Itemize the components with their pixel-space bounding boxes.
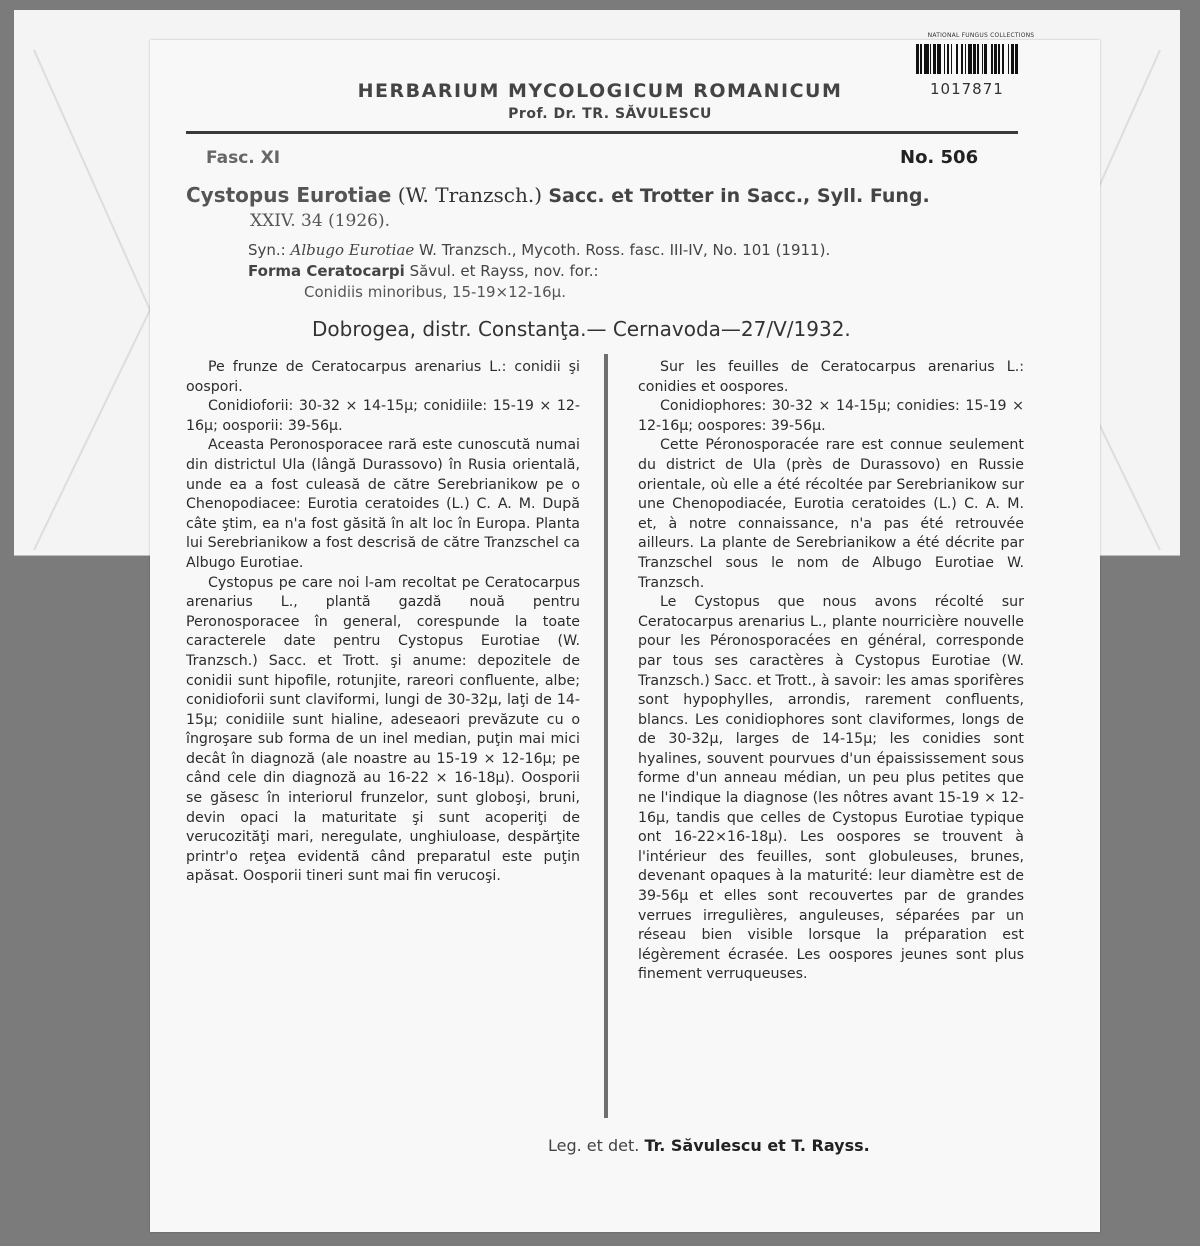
specimen-number: No. 506 xyxy=(900,147,979,168)
barcode-number: 1017871 xyxy=(930,80,1004,98)
fascicle-label: Fasc. XI xyxy=(206,148,281,168)
barcode-sticker xyxy=(910,32,1052,104)
collector-line xyxy=(548,1136,1028,1155)
collection-locality: Dobrogea, distr. Constanţa.— Cernavoda—27/V/1932. xyxy=(312,317,851,341)
species-name: Cystopus Eurotiae xyxy=(186,183,392,207)
collector-names: Tr. Săvulescu et T. Rayss. xyxy=(644,1136,870,1155)
collector-prefix: Leg. et det. xyxy=(548,1136,640,1155)
forma-authority: Săvul. et Rayss, nov. for.: xyxy=(409,262,599,280)
header-rule xyxy=(186,131,1018,134)
paragraph: Cystopus pe care noi l-am recoltat pe Ceratocarpus arenarius L., plantă gazdă nouă pentru Peronosporacee în general, corespunde la toate caracterele date pentru Cystopus Eurotiae (W. Tranzsch.) Sacc. et Trott. şi anume: depozitele de conidii sunt hipofile, rotunjite, rareori confluente, albe; conidioforii sunt claviformi, lungi de 30-32μ, laţi de 14-15μ; conidiile sunt hialine, adeseaori prevăzute cu o îngroşare sub forma de un inel median, puţin mai mici decât în diagnoză (ale noastre au 15-19 × 12-16μ; pe când cele din diagnoză au 16-22 × 16-18μ). Oosporii se găsesc în interiorul frunzelor, sunt globoşi, bruni, devin opaci la maturitate şi sunt acoperiţi de verucozităţi mari, neregulate, unghiuloase, despărţite printr'o reţea evidentă când preparatul este puţin apăsat. Oosporii tineri sunt mai fin verucoşi. xyxy=(186,574,580,885)
forma-name: Forma Ceratocarpi xyxy=(248,262,405,280)
species-authority: (W. Tranzsch.) xyxy=(397,183,543,207)
barcode-caption: NATIONAL FUNGUS COLLECTIONS xyxy=(927,32,1035,39)
paragraph: Cette Péronosporacée rare est connue seulement du district de Ula (près de Durassovo) en Russie orientale, où elle a été récoltée par Serebrianikow sur une Chenopodiacée, Eurotia ceratoides (L.) C. A. M. et, à notre connaissance, n'a pas été retrouvée ailleurs. La plante de Serebrianikow a été décrite par Tranzschel sous le nom de Albugo Eurotiae W. Tranzsch. xyxy=(638,437,1024,591)
paragraph: Conidioforii: 30-32 × 14-15μ; conidiile: 15-19 × 12-16μ; oosporii: 39-56μ. xyxy=(186,398,580,434)
paragraph: Pe frunze de Ceratocarpus arenarius L.: conidii şi oospori. xyxy=(186,359,580,395)
herbarium-title: HERBARIUM MYCOLOGICUM ROMANICUM xyxy=(357,80,843,102)
species-reference-volume: XXIV. 34 (1926). xyxy=(250,211,391,231)
french-description xyxy=(638,358,1024,985)
synonym-name: Albugo Eurotiae xyxy=(290,241,415,259)
synonym-reference: W. Tranzsch., Mycoth. Ross. fasc. III-IV, No. 101 (1911). xyxy=(419,241,831,259)
romanian-description xyxy=(186,358,580,887)
paragraph: Conidiophores: 30-32 × 14-15μ; conidies: 15-19 × 12-16μ; oospores: 39-56μ. xyxy=(638,398,1024,434)
forma-description: Conidiis minoribus, 15-19×12-16μ. xyxy=(304,283,566,301)
herbarium-subtitle: Prof. Dr. TR. SĂVULESCU xyxy=(508,106,712,122)
paragraph: Le Cystopus que nous avons récolté sur Ceratocarpus arenarius L., plante nourricière nouvelle pour les Péronosporacées en général, corresponde par tous ses caractères à Cystopus Eurotiae (W. Tranzsch.) Sacc. et Trott., à savoir: les amas sporifères sont hypophylles, arrondis, rarement confluents, blancs. Les conidiophores sont claviformes, longs de de 30-32μ, larges de 14-15μ; les conidies sont hyalines, souvent pourvues d'un épaississement sous forme d'un anneau médian, un peu plus petites que ne l'indique la diagnose (les nôtres avant 15-19 × 12-16μ, tandis que celles de Cystopus Eurotiae typique ont 16-22×16-18μ). Les oospores se trouvent à l'intérieur des feuilles, sont globuleuses, brunes, devenant opaques à la maturité: leur diamètre est de 39-56μ et elles sont recouvertes par de grandes verrues irregulières, anguleuses, séparées par un réseau bien visible lorsque la préparation est légèrement écrasée. Les oospores jeunes sont plus finement verruqueuses. xyxy=(638,594,1024,983)
species-reference: Sacc. et Trotter in Sacc., Syll. Fung. xyxy=(548,185,930,207)
forma-line xyxy=(248,262,1028,280)
paragraph: Sur les feuilles de Ceratocarpus arenarius L.: conidies et oospores. xyxy=(638,359,1024,395)
column-divider xyxy=(604,354,608,1118)
paragraph: Aceasta Peronosporacee rară este cunoscută numai din districtul Ula (lângă Durassovo) în Rusia orientală, unde ea a fost culeasă de către Serebrianikow pe o Chenopodiacee: Eurotia ceratoides (L.) C. A. M. După câte ştim, ea n'a fost găsită în alt loc în Europa. Planta lui Serebrianikow a fost descrisă de către Tranzschel ca Albugo Eurotiae. xyxy=(186,437,580,571)
synonym-prefix: Syn.: xyxy=(248,241,286,259)
synonym-line xyxy=(248,241,1028,259)
species-heading xyxy=(186,184,1026,208)
barcode-icon xyxy=(916,44,1048,74)
